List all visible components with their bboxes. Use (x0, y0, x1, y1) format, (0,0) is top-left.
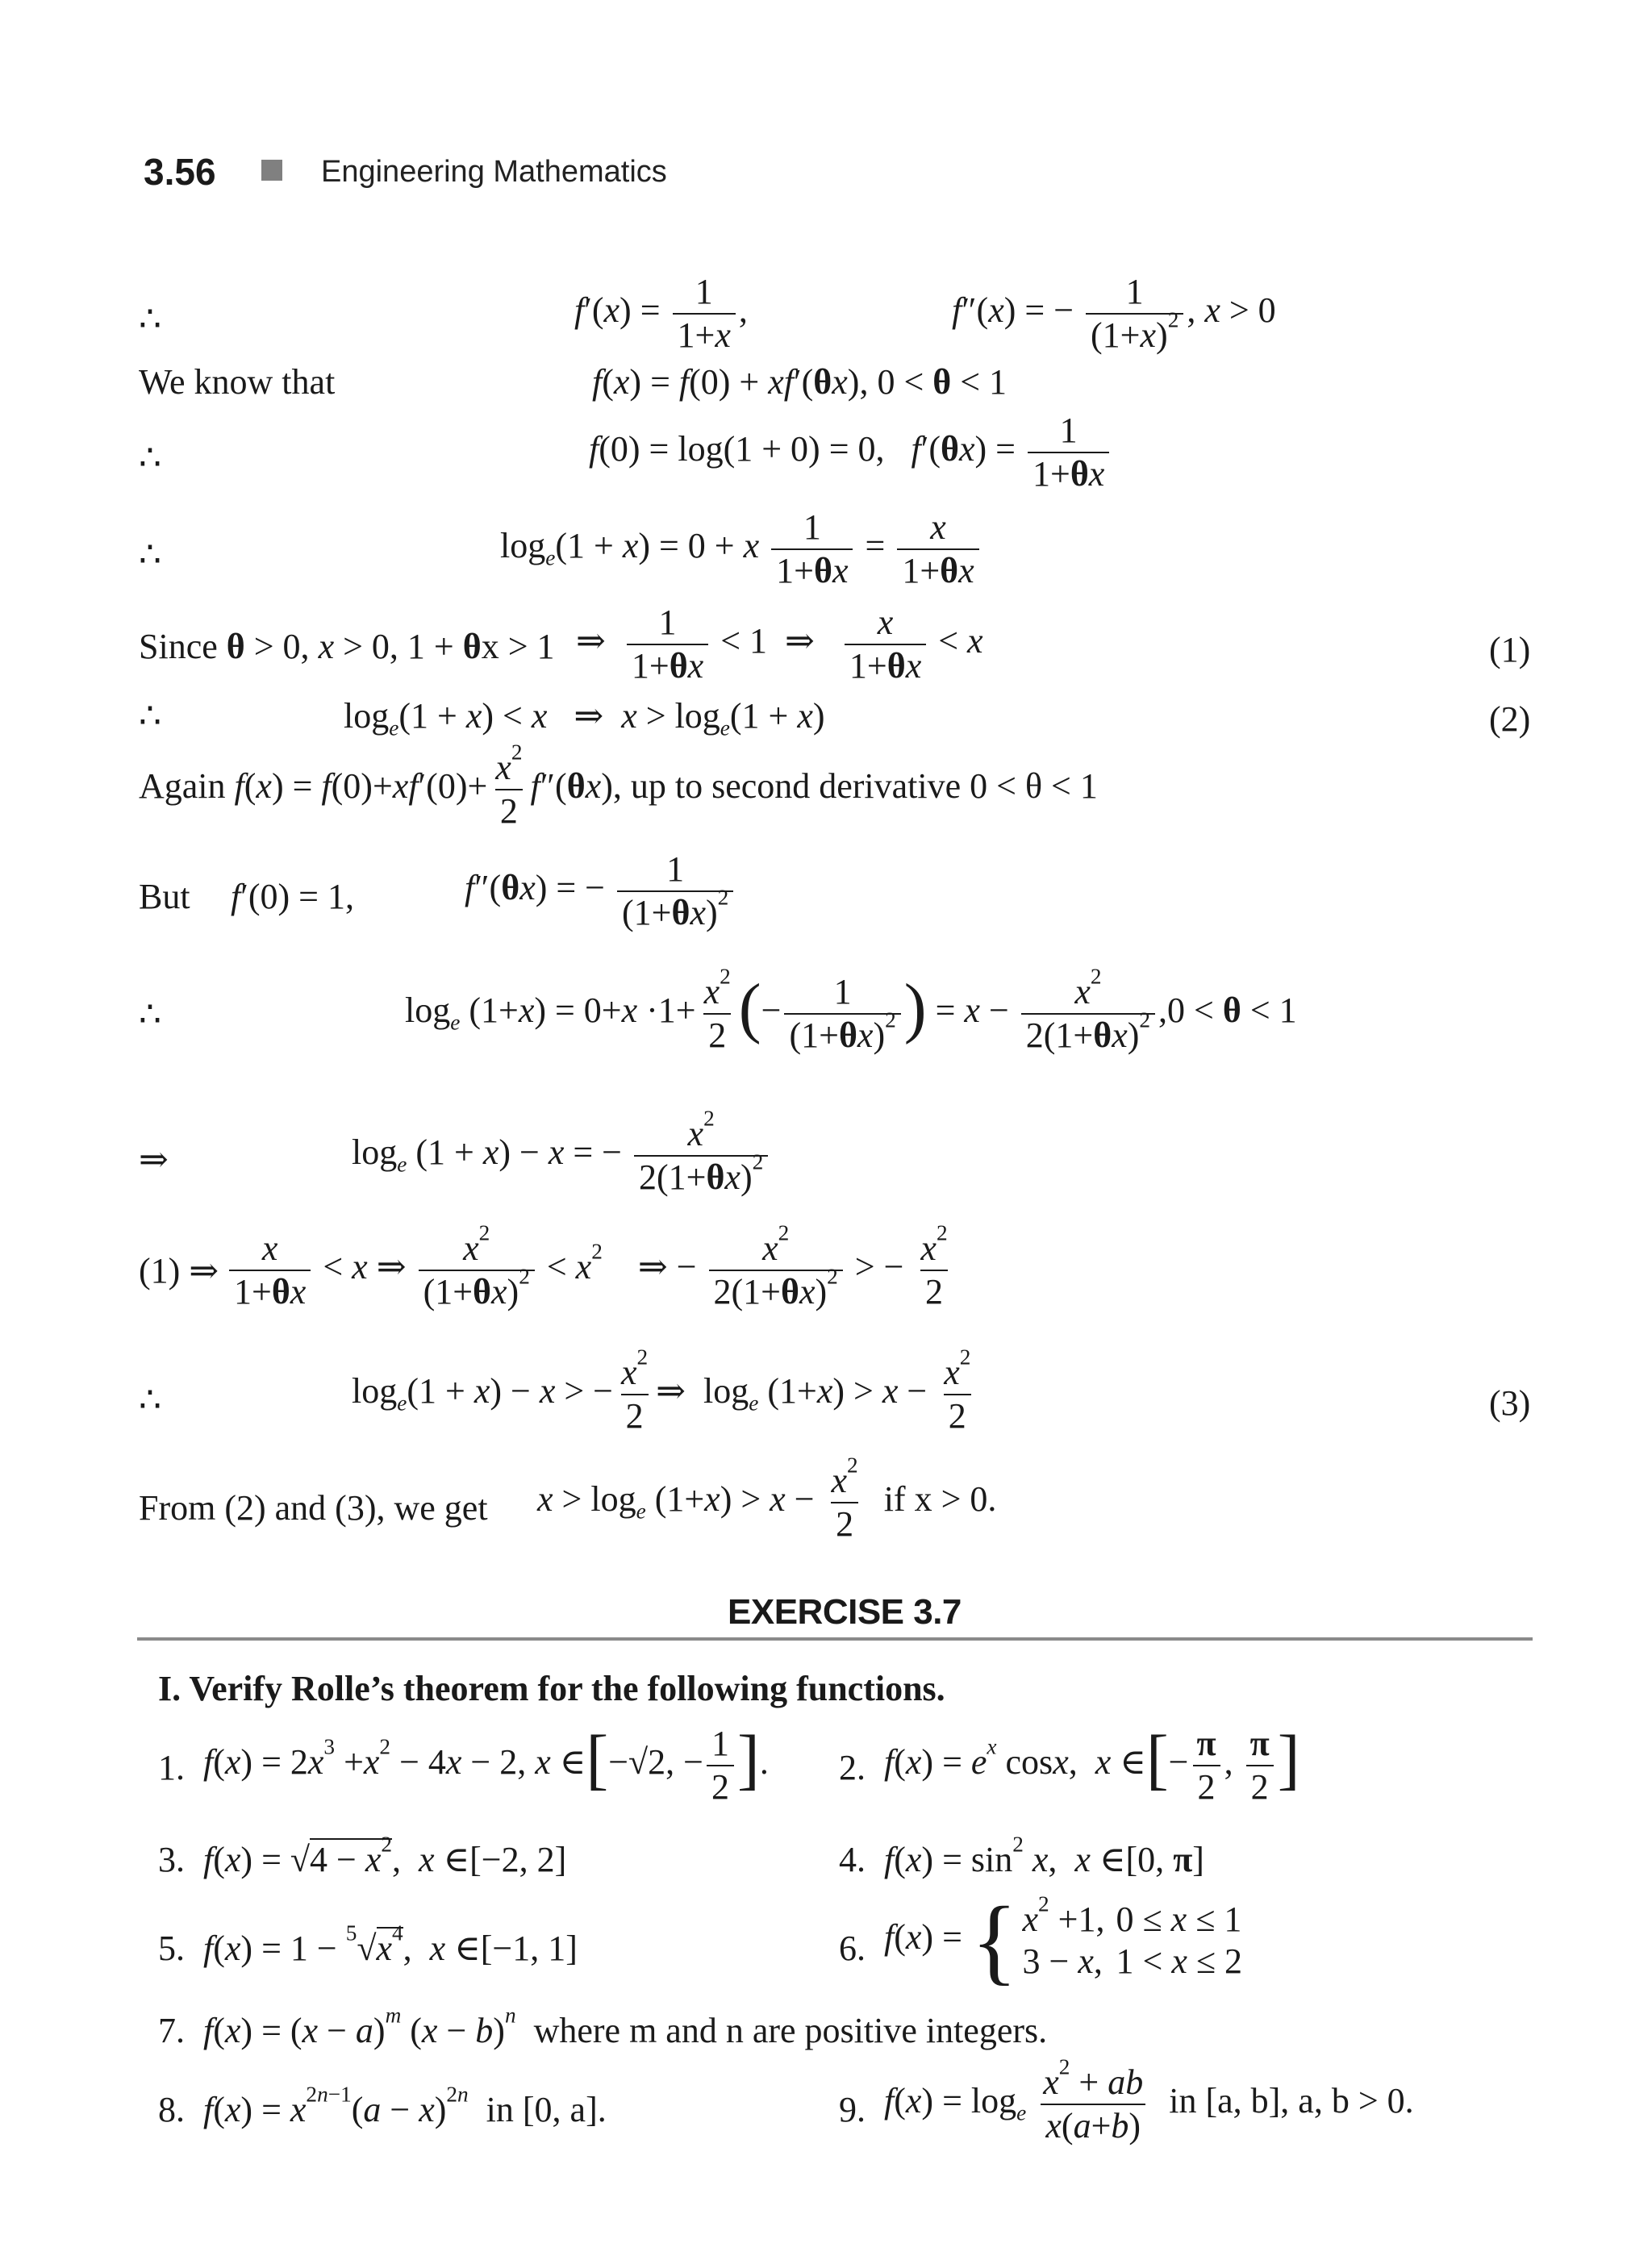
equation-fdoubleprime-theta: f″(θx) = − $\frac{1}{(1+\theta x)^2}$ (465, 852, 736, 931)
equation-inequality-1: ⇒ $\frac{1}{1+\theta x}$ < 1 ⇒ $\frac{x}{1+\theta x}$ < x (576, 603, 983, 686)
implies-from-1: (1) ⇒ (139, 1251, 219, 1291)
equation-log-minus-x: $\log_e (1 + x) - x$ = − $\frac{x^2}{2(1+\theta x)^2}$ (352, 1116, 771, 1195)
equation-inequality-3: $\log_e(1 + x) - x$ > − $\frac{x^2}{2}$ ⇒ $\log_e (1+x) > x$ − $\frac{x^2}{2}$ (352, 1345, 971, 1436)
equation-log-first-order: $\log_e(1 + x) = 0 + x$ $\frac{1}{1+\theta x}$ = $\frac{x}{1+\theta x}$ (500, 510, 982, 589)
therefore-symbol: ∴ (139, 995, 161, 1034)
since-text: Since (139, 627, 218, 666)
exercise-heading: I. Verify Rolle’s theorem for the following functions. (158, 1669, 945, 1708)
question-7: $f(x) = (x - a)^m$ $(x - b)^n$ where m and n are positive integers. (203, 2003, 1048, 2050)
again-text: Again (139, 766, 226, 807)
question-number-4: 4. (839, 1840, 866, 1879)
square-bullet-icon (261, 160, 282, 181)
question-5: $f(x) = 1 - ^5√x^4$, x ∈[−1, 1] (203, 1920, 578, 1968)
question-7-text: where m and n are positive integers. (533, 2011, 1048, 2050)
therefore-symbol: ∴ (139, 299, 161, 339)
question-4: $f(x) = \sin^2 x$, x ∈[0, π] (884, 1832, 1204, 1879)
question-number-9: 9. (839, 2090, 866, 2129)
equation-number-3: (3) (1489, 1383, 1531, 1423)
question-2: $f(x) = e^x$ cosx, x ∈[− $\frac{\pi}{2}$ , $\frac{\pi}{2}$ ] (884, 1723, 1300, 1807)
but-text: But (139, 877, 190, 916)
exercise-title: EXERCISE 3.7 (728, 1592, 962, 1632)
question-8-interval: in [0, a]. (486, 2090, 607, 2129)
equation-number-1: (1) (1489, 630, 1531, 669)
question-number-1: 1. (158, 1748, 185, 1787)
equation-final-result: $x > \log_e (1+x) > x$ − $\frac{x^2}{2}$ if x > 0. (537, 1453, 997, 1544)
page-number: 3.56 (144, 151, 216, 193)
equation-number-2: (2) (1489, 699, 1531, 739)
therefore-symbol: ∴ (139, 535, 161, 574)
therefore-symbol: ∴ (139, 438, 161, 477)
exercise-divider (137, 1637, 1533, 1641)
question-9-interval: in [a, b], a, b > 0. (1169, 2081, 1414, 2121)
book-title: Engineering Mathematics (321, 155, 667, 189)
question-9: $f(x) = \log_e$ $\frac{x^2 + ab}{x(a+b)}$ in [a, b], a, b > 0. (884, 2054, 1414, 2145)
question-8: $f(x) = x^{2n-1}(a - x)^{2n}$ in [0, a]. (203, 2082, 607, 2129)
question-number-6: 6. (839, 1929, 866, 1968)
equation-chain-inequality: $\frac{x}{1+\theta x}$ < x ⇒ $\frac{x^2}{(1+\theta x)^2}$ < $x^2$ ⇒ − $\frac{x^2}{2(1+\theta x)^2}$ > − $\frac{x^2}{2}$ (226, 1231, 956, 1310)
equation-inequality-2: $\log_e(1 + x) < x$ ⇒ $x > \log_e(1 + x)$ (344, 696, 825, 740)
since-condition: Since θ > 0, x > 0, 1 + θx > 1 (139, 627, 555, 666)
equation-mean-value: f(x) = f(0) + xf′(θx), 0 < θ < 1 (592, 362, 1007, 402)
question-number-2: 2. (839, 1748, 866, 1787)
we-know-that-text: We know that (139, 362, 336, 402)
question-6: f(x) = { $x^2 +1$, 0 ≤ x ≤ 1 3 − x, 1 < x ≤ 2 (884, 1887, 1243, 1994)
therefore-symbol: ∴ (139, 696, 161, 736)
up-to-text: , up to second derivative 0 < θ < 1 (612, 766, 1098, 807)
equation-fprime: f′(x) = $\frac{1}{1+x}$ , (574, 272, 748, 355)
question-3: $f(x) = √4 - x^2$, x ∈[−2, 2] (203, 1832, 567, 1879)
equation-fprime-zero: f′(0) = 1, (231, 877, 354, 916)
implies-symbol: ⇒ (139, 1140, 169, 1179)
equation-fdoubleprime: f″(x) = − $\frac{1}{(1+x)^2}$ , x > 0 (952, 272, 1276, 355)
equation-second-order: Again f(x) = f(0)+xf′(0)+ $\frac{x^2}{2}$ f″(θx), up to second derivative 0 < θ < 1 (139, 740, 1098, 831)
from-text: From (2) and (3), we get (139, 1488, 488, 1528)
question-number-7: 7. (158, 2011, 185, 2050)
therefore-symbol: ∴ (139, 1380, 161, 1420)
question-1: $f(x) = 2x^3 +x^2 - 4x - 2$, x ∈[−√2, − $\frac{1}{2}$ ]. (203, 1723, 769, 1807)
question-number-3: 3. (158, 1840, 185, 1879)
question-number-8: 8. (158, 2090, 185, 2129)
if-text: if x > 0. (883, 1479, 997, 1520)
question-number-5: 5. (158, 1929, 185, 1968)
equation-f0: f(0) = log(1 + 0) = 0, f′(θx) = $\frac{1}{1+\theta x}$ (589, 413, 1112, 492)
equation-log-second-order: $\log_e (1+x) = 0+x \cdot 1+$ $\frac{x^2}{2}$ (− $\frac{1}{(1+\theta x)^2}$ ) = x − $\frac{x^2}{2(1+\theta x)^2}$ ,0 < θ < 1 (405, 964, 1297, 1055)
